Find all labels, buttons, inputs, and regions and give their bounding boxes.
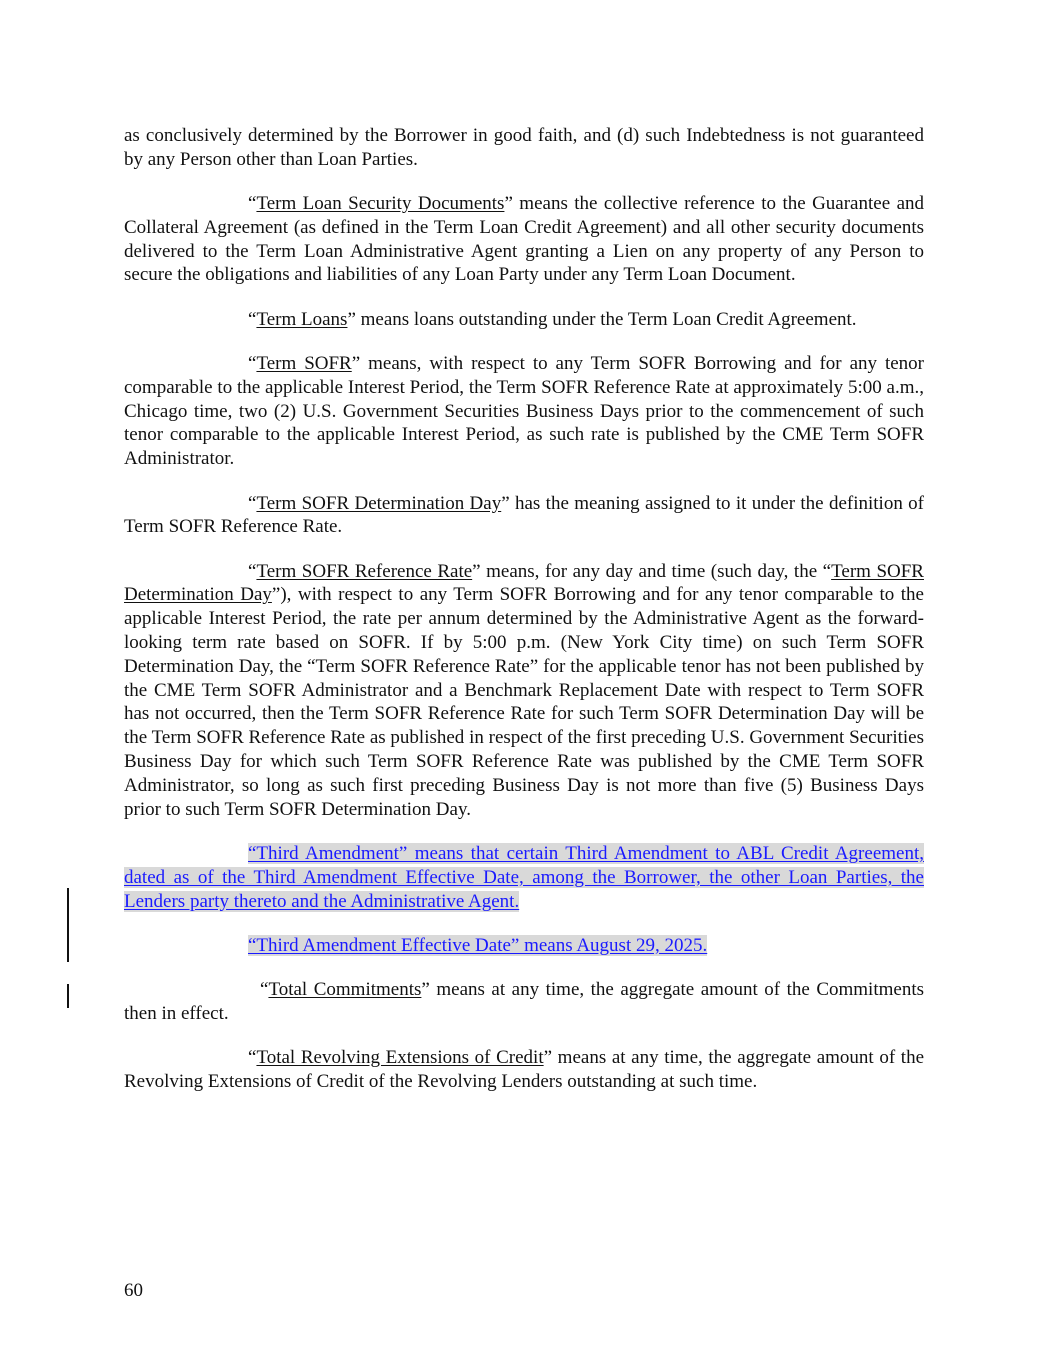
continuation-paragraph: as conclusively determined by the Borrower in good faith, and (d) such Indebtedness is not guaranteed by any Person other than Loan Parties. [124, 125, 924, 170]
inserted-text: “Third Amendment” means that certain Third Amendment to ABL Credit Agreement, dated as of the Third Amendment Effective Date, among the Borrower, the other Loan Parties, the Lenders party thereto and the Administrative Agent. [124, 842, 924, 912]
defined-term: Term SOFR Reference Rate [256, 560, 473, 582]
defined-term: Term SOFR [256, 353, 352, 375]
definition-third-amendment-effective-date [124, 934, 924, 958]
definition-term-sofr-determination-day: “Term SOFR Determination Day” has the meaning assigned to it under the definition of Term SOFR Reference Rate. [124, 492, 924, 538]
definition-term-sofr-reference-rate: “Term SOFR Reference Rate” means, for any day and time (such day, the “Term SOFR Determination Day”), with respect to any Term SOFR Borrowing and for any tenor comparable to the applicable Interest Period, the rate per annum determined by the Administrative Agent as the forward-looking term rate based on SOFR. If by 5:00 p.m. (New York City time) on such Term SOFR Determination Day, the “Term SOFR Reference Rate” for the applicable tenor has not been published by the CME Term SOFR Administrator and a Benchmark Replacement Date with respect to Term SOFR has not occurred, then the Term SOFR Reference Rate for such Term SOFR Determination Day will be the Term SOFR Reference Rate as published in respect of the first preceding U.S. Government Securities Business Day for which such Term SOFR Reference Rate was published by the CME Term SOFR Administrator, so long as such first preceding Business Day is not more than five (5) Business Days prior to such Term SOFR Determination Day. [124, 560, 924, 820]
inserted-text: “Third Amendment Effective Date” means August 29, 2025. [248, 934, 708, 956]
defined-term-inline: Term SOFR Determination Day [124, 560, 924, 606]
defined-term: Total Commitments [268, 979, 422, 1001]
definition-total-commitments: “Total Commitments” means at any time, the aggregate amount of the Commitments then in effect. [124, 979, 924, 1024]
definition-term-loans: “Term Loans” means loans outstanding under the Term Loan Credit Agreement. [248, 308, 857, 330]
definition-term-sofr: “Term SOFR” means, with respect to any Term SOFR Borrowing and for any tenor comparable to the applicable Interest Period, the Term SOFR Reference Rate at approximately 5:00 a.m., Chicago time, two (2) U.S. Government Securities Business Days prior to the commencement of such tenor comparable to the applicable Interest Period, as such rate is published by the CME Term SOFR Administrator. [124, 353, 924, 470]
definition-total-revolving-extensions-of-credit: “Total Revolving Extensions of Credit” means at any time, the aggregate amount of the Revolving Extensions of Credit of the Revolving Lenders outstanding at such time. [124, 1047, 925, 1092]
document-page [124, 124, 924, 1114]
defined-term: Term Loans [256, 308, 348, 330]
page-number: 60 [124, 1280, 143, 1301]
definition-term-loan-security-documents: “Term Loan Security Documents” means the collective reference to the Guarantee and Collateral Agreement (as defined in the Term Loan Credit Agreement) and all other security documents delivered to the Term Loan Administrative Agent granting a Lien on any property of any Person to secure the obligations and liabilities of any Loan Party under any Term Loan Document. [124, 193, 924, 286]
definition-third-amendment [124, 842, 924, 913]
defined-term: Total Revolving Extensions of Credit [256, 1047, 544, 1069]
change-bar-third-amendment [67, 888, 69, 962]
change-bar-third-amendment-effective-date [67, 984, 69, 1008]
defined-term: Term SOFR Determination Day [256, 492, 502, 514]
defined-term: Term Loan Security Documents [256, 193, 505, 215]
